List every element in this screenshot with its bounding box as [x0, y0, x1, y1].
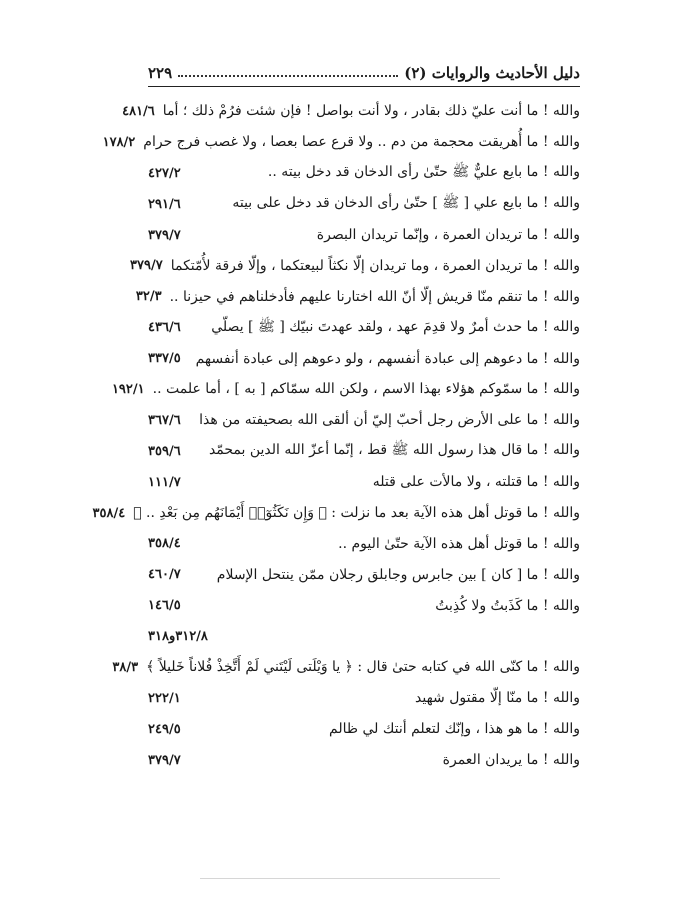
entry-text: والله ! ما كَذَبتُ ولا كُذِبتُ: [435, 597, 580, 614]
index-entry: [148, 343, 580, 374]
entry-text: والله ! ما دعوهم إلى عبادة أنفسهم ، ولو دعوهم إلى عبادة أنفسهم: [195, 350, 580, 367]
entry-text: والله ! ما [ كان ] بين جابرس وجابلق رجلان ممّن ينتحل الإسلام: [216, 566, 580, 583]
entry-text: والله ! ما قوتل أهل هذه الآية حتّىٰ اليوم ..: [338, 535, 580, 552]
entry-text: والله ! ما قتلته ، ولا مالأت على قتله: [372, 474, 580, 491]
index-entry: [135, 281, 580, 312]
entry-text: والله ! ما تريدان العمرة ، وما تريدان إلّا نكثاً لبيعتكما ، وإلّا فرقة لأُمّتكما: [170, 257, 580, 274]
entry-text: والله ! ما سمّوكم هؤلاء بهذا الاسم ، ولكن الله سمّاكم [ به ] ، أما علمت ..: [152, 381, 580, 398]
entry-reference: ٣٥٨/٤: [148, 536, 181, 552]
entry-text: والله ! ما بايع عليٌّ ﷺ حتّىٰ رأى الدخان قد دخل بيته ..: [267, 164, 580, 181]
index-entry: [148, 405, 580, 436]
entry-text: والله ! ما أُهريقت محجمة من دم .. ولا قرع عصا بعصا ، ولا غصب فرج حرام: [143, 134, 580, 151]
page-number: ٢٢٩: [148, 64, 173, 82]
entry-reference: ٣١٢/٨و٣١٨: [148, 629, 208, 645]
index-entry: [92, 498, 580, 529]
entry-reference: ٣٦٧/٦: [148, 412, 181, 428]
entry-reference: ٣٥٨/٤: [92, 505, 126, 521]
entry-reference: ١٧٨/٢: [102, 134, 136, 150]
header-dot-leader: [178, 74, 398, 77]
index-entry: [148, 220, 580, 251]
entry-reference: ٣٧٩/٧: [148, 227, 181, 243]
index-entry: [111, 374, 580, 405]
header-title: دليل الأحاديث والروايات (٢): [404, 64, 580, 82]
index-entry: [148, 312, 580, 343]
entry-reference: ٣٧٩/٧: [130, 258, 163, 274]
entry-text: والله ! ما هو هذا ، وإنّك لتعلم أنتك لي ظالم: [329, 721, 580, 738]
index-entry: [148, 590, 580, 621]
entry-reference: ١١١/٧: [148, 474, 181, 490]
index-entry: [122, 96, 580, 127]
entry-text: والله ! ما على الأرض رجل أحبّ إليّ أن ألقى الله بصحيفته من هذا: [199, 412, 580, 429]
index-entry: [148, 621, 580, 652]
entry-reference: ٣٢/٣: [135, 289, 162, 305]
footer-rule: [200, 878, 500, 879]
entry-text: والله ! ما بايع علي [ ﷺ ] حتّىٰ رأى الدخان قد دخل على بيته: [232, 195, 580, 212]
entry-text: والله ! ما يريدان العمرة: [442, 752, 580, 769]
entry-reference: ٤٢٧/٢: [148, 165, 181, 181]
entry-reference: ٤٦٠/٧: [148, 567, 181, 583]
entry-reference: ٣٨/٣: [112, 659, 139, 675]
entry-text: والله ! ما تريدان العمرة ، وإنّما تريدان البصرة: [316, 227, 580, 243]
index-entry: [148, 559, 580, 590]
entry-text: والله ! ما تنقم منّا قريش إلّا أنّ الله اختارنا عليهم فأدخلناهم في حيزنا ..: [169, 288, 580, 305]
index-entry: [148, 158, 580, 189]
entry-reference: ٢٢٢/١: [148, 690, 181, 706]
entry-reference: ٣٥٩/٦: [148, 443, 181, 459]
index-entry: [148, 189, 580, 220]
header-rule: [148, 86, 580, 87]
entry-reference: ٢٤٩/٥: [148, 721, 181, 737]
entry-reference: ١٤٦/٥: [148, 598, 181, 614]
entry-text: والله ! ما منّا إلّا مقتول شهيد: [415, 690, 580, 707]
entry-text: والله ! ما حدث أمرٌ ولا قدِمَ عهد ، ولقد عهدتَ نبيّك [ ﷺ ] يصلّي: [211, 318, 580, 335]
entry-reference: ٢٩١/٦: [148, 196, 181, 212]
entry-text: والله ! ما قال هذا رسول الله ﷺ قط ، إنّما أعزّ الله الدين بمحمّد: [208, 442, 580, 459]
hadith-index-list: [92, 96, 580, 776]
entry-reference: ٣٣٧/٥: [148, 351, 181, 367]
entry-text: والله ! ما أنت عليّ ذلك بقادر ، ولا أنت بواصل ! فإن شئت فرُمْ ذلك ؛ أما: [162, 103, 580, 120]
index-entry: [148, 714, 580, 745]
index-entry: [112, 652, 580, 683]
entry-reference: ٣٧٩/٧: [148, 752, 181, 768]
index-entry: [148, 436, 580, 467]
index-entry: [102, 127, 580, 158]
index-entry: [148, 467, 580, 498]
entry-reference: ١٩٢/١: [111, 381, 145, 397]
entry-text: والله ! ما كنّى الله في كتابه حتىٰ قال : ﴿ يا وَيْلَتى لَيْتَني لَمْ أَتَّخِذْ فُلاناً خَليلاً ﴾: [146, 659, 580, 676]
index-entry: [148, 528, 580, 559]
entry-reference: ٤٣٦/٦: [148, 320, 181, 336]
index-entry: [148, 745, 580, 776]
entry-reference: ٤٨١/٦: [122, 103, 155, 119]
running-header: [148, 56, 580, 82]
index-entry: [130, 250, 580, 281]
index-entry: [148, 683, 580, 714]
entry-text: والله ! ما قوتل أهل هذه الآية بعد ما نزلت : ﴿ وَإِن نَكَثُوٓا۟ أَيْمَانَهُم مِن بَعْدِ .. ﴾: [133, 505, 580, 522]
